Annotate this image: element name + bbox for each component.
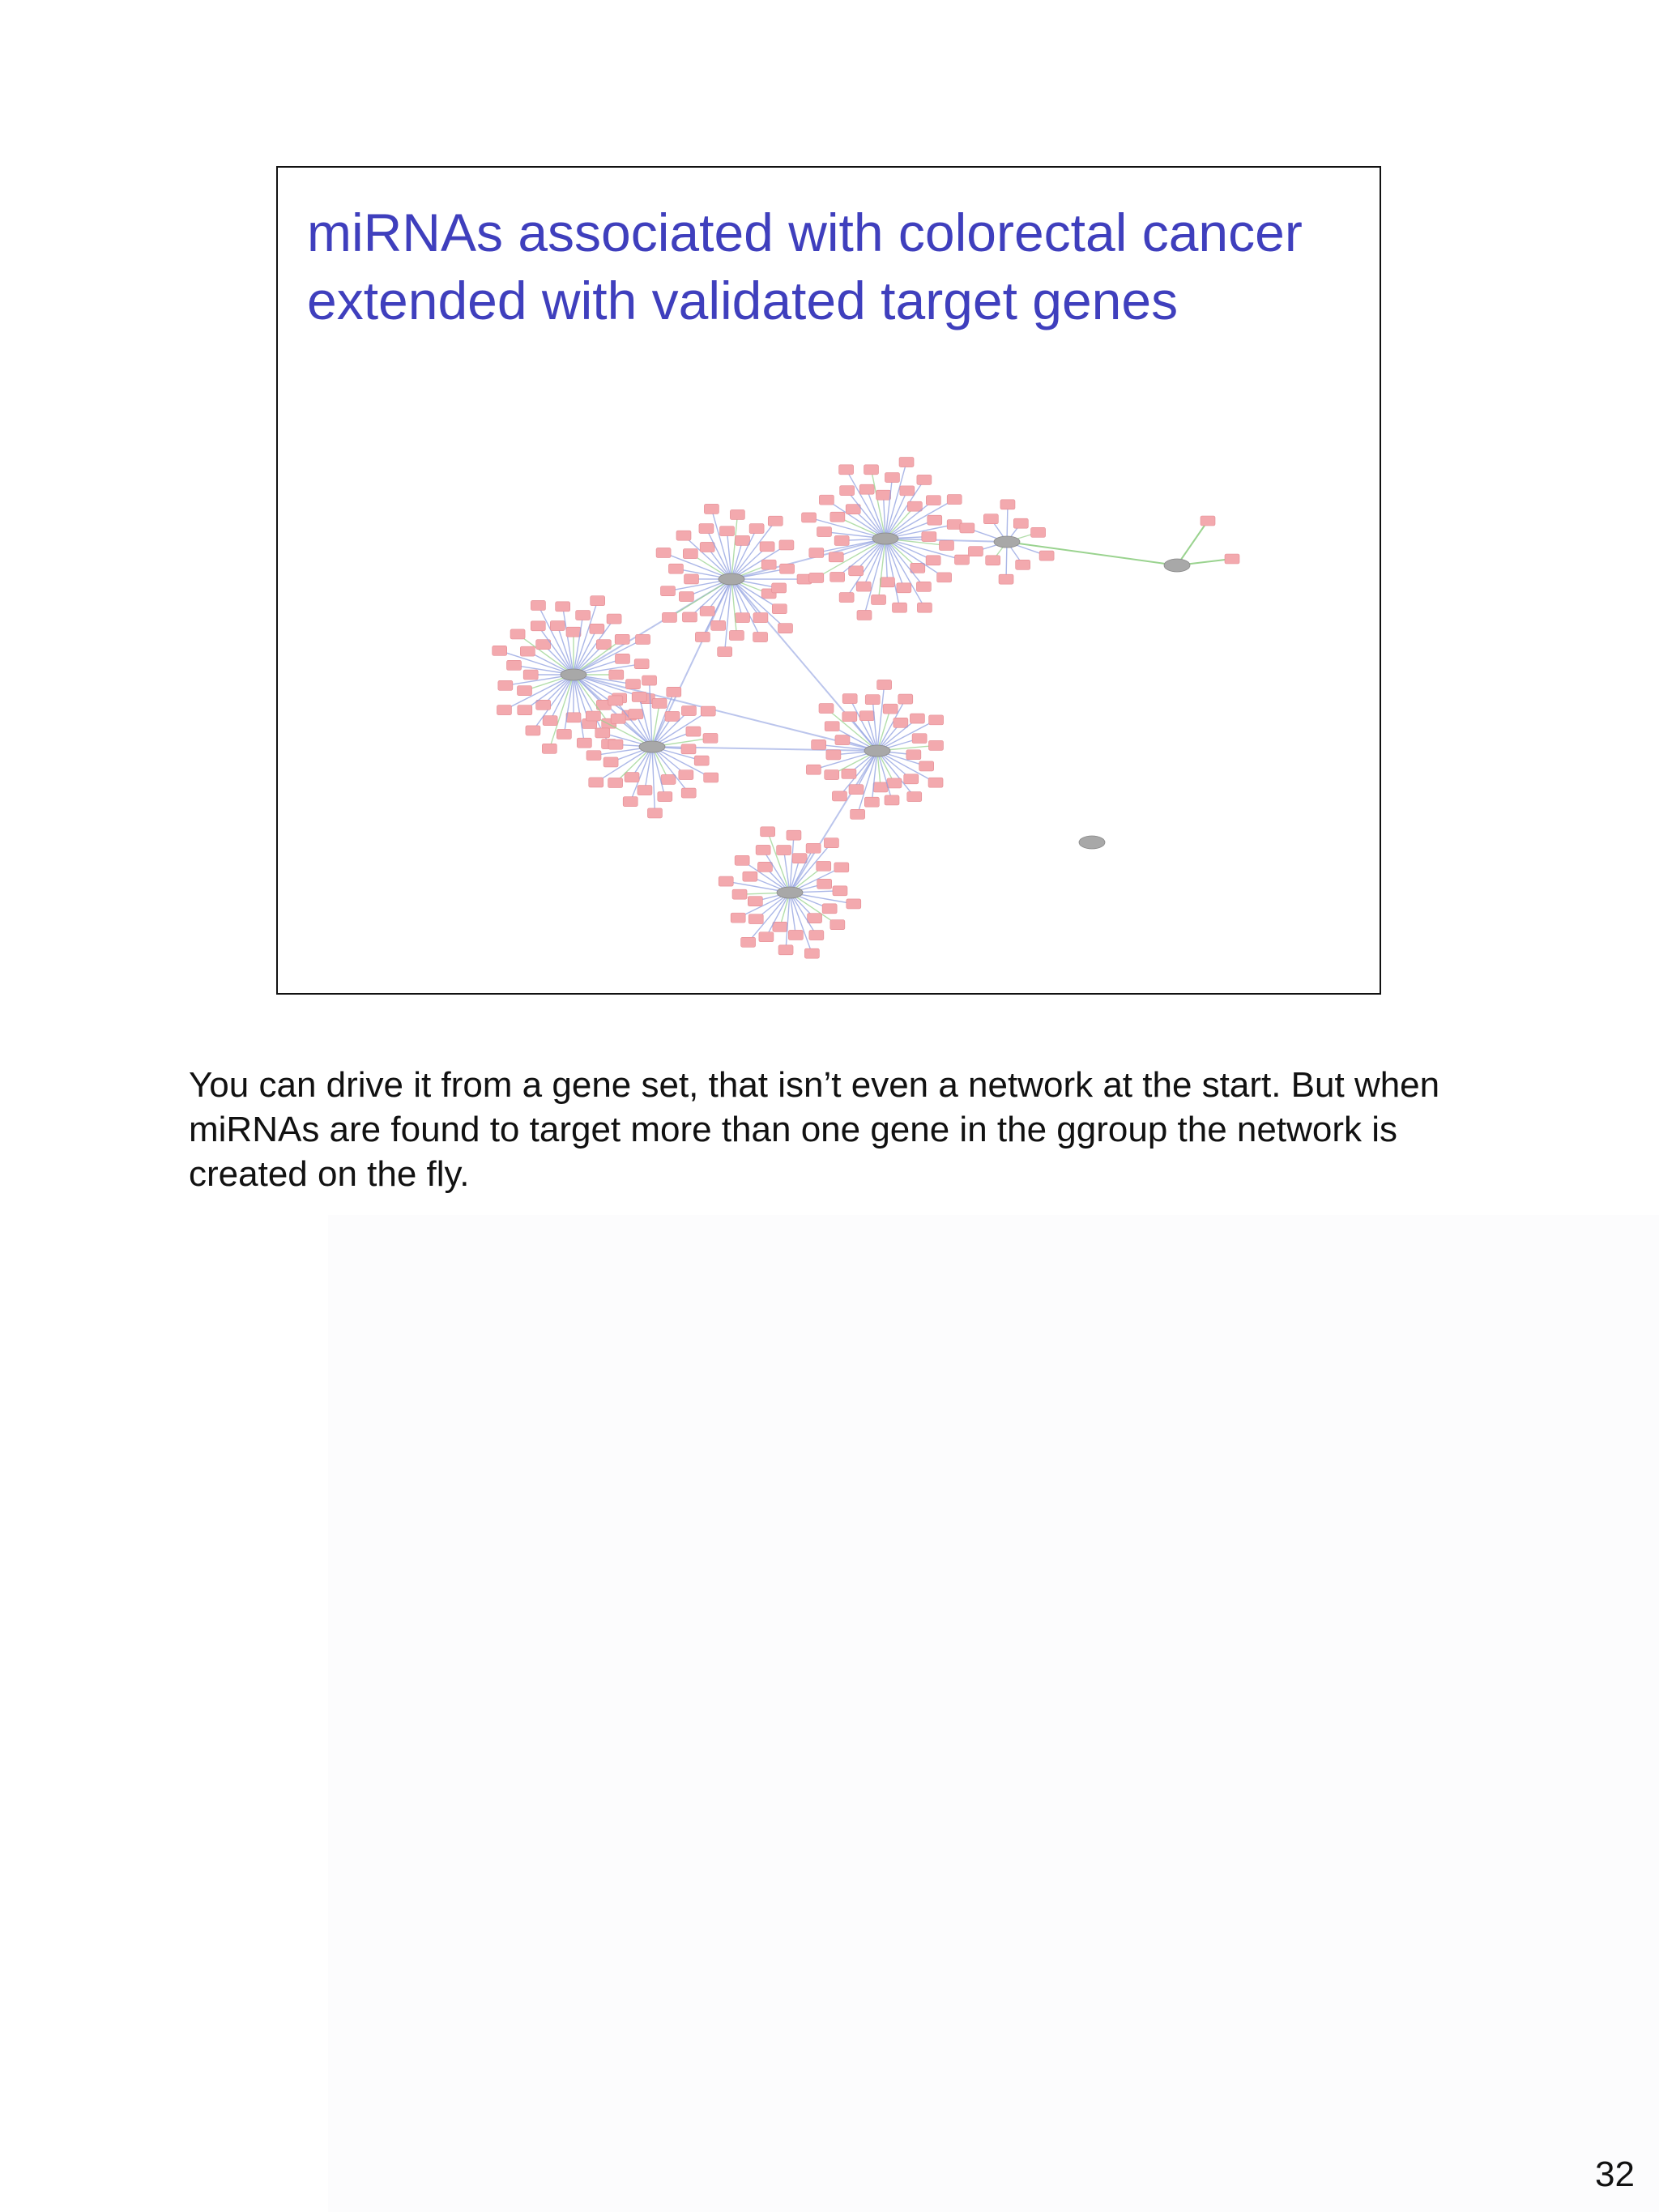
gene-node (830, 920, 845, 930)
gene-node (900, 486, 915, 496)
gene-node (898, 694, 913, 704)
gene-node (735, 855, 749, 865)
gene-node (634, 659, 649, 669)
gene-node (761, 827, 775, 837)
gene-node (658, 792, 672, 802)
gene-node (760, 542, 774, 552)
gene-node (834, 535, 849, 545)
gene-node (632, 692, 646, 701)
gene-node (829, 552, 843, 562)
gene-node (603, 757, 618, 767)
gene-node (493, 646, 507, 655)
gene-node (729, 630, 744, 640)
gene-node (999, 574, 1013, 584)
gene-node (892, 603, 906, 612)
gene-node (885, 473, 899, 483)
gene-node (498, 680, 513, 690)
gene-node (510, 629, 525, 639)
gene-node (681, 788, 696, 798)
gene-node (550, 621, 565, 631)
gene-node (809, 548, 824, 557)
gene-node (928, 515, 942, 525)
gene-node (699, 524, 714, 534)
mirna-node (719, 573, 744, 585)
gene-node (759, 932, 774, 942)
gene-node (904, 774, 919, 784)
gene-node (906, 750, 921, 760)
mirna-node (639, 741, 665, 752)
gene-node (662, 612, 676, 622)
gene-node (928, 740, 943, 750)
gene-node (883, 704, 898, 714)
gene-node (757, 862, 772, 872)
gene-node (778, 945, 793, 955)
gene-node (842, 769, 856, 778)
gene-node (779, 540, 794, 550)
gene-node (825, 770, 839, 780)
gene-node (656, 548, 671, 557)
gene-node (830, 572, 845, 582)
gene-node (859, 711, 874, 721)
hub-link-edge (1007, 542, 1177, 565)
gene-node (929, 715, 944, 725)
gene-node (625, 680, 640, 689)
gene-node (960, 523, 975, 533)
gene-node (667, 687, 681, 697)
gene-node (917, 603, 932, 612)
gene-node (684, 574, 699, 584)
page-number: 32 (1595, 2154, 1635, 2194)
gene-node (703, 733, 718, 743)
gene-node (922, 532, 936, 542)
gene-node (638, 786, 652, 795)
gene-node (947, 495, 962, 505)
mirna-node (864, 745, 890, 757)
gene-node (916, 582, 931, 591)
gene-node (753, 633, 768, 642)
gene-node (748, 914, 763, 924)
gene-node (608, 778, 623, 787)
gene-node (720, 526, 735, 536)
gene-node (679, 770, 693, 780)
gene-node (772, 583, 787, 593)
gene-node (586, 711, 600, 721)
gene-node (907, 792, 922, 802)
gene-node (647, 808, 662, 818)
gene-node (615, 634, 629, 644)
gene-node (897, 583, 911, 593)
gene-node (835, 735, 850, 745)
gene-node (642, 676, 657, 685)
gene-node (518, 686, 532, 696)
gene-node (1013, 518, 1028, 528)
gene-node (609, 670, 624, 680)
gene-node (756, 845, 770, 855)
mirna-node (1079, 836, 1105, 849)
gene-node (730, 509, 744, 519)
gene-node (1000, 500, 1015, 509)
gene-node (1031, 527, 1046, 537)
gene-node (608, 739, 623, 749)
gene-node (983, 514, 998, 524)
mirna-node (777, 887, 803, 898)
gene-node (701, 706, 715, 716)
gene-node (543, 716, 557, 726)
gene-node (911, 563, 925, 573)
gene-node (623, 797, 638, 807)
gene-node (817, 527, 832, 537)
gene-node (636, 634, 650, 644)
gene-node (842, 694, 857, 704)
gene-node (741, 937, 756, 947)
gene-node (849, 566, 864, 576)
gene-node (681, 744, 696, 754)
gene-node (768, 516, 783, 526)
hub-link-edge (731, 579, 877, 751)
gene-node (681, 706, 696, 716)
gene-node (661, 774, 676, 784)
gene-node (926, 496, 940, 505)
gene-node (1016, 560, 1030, 569)
gene-node (873, 782, 888, 792)
gene-node (590, 624, 604, 633)
gene-node (947, 520, 962, 530)
gene-node (542, 744, 557, 753)
gene-node (857, 610, 872, 620)
gene-node (954, 555, 969, 565)
gene-node (773, 922, 787, 931)
gene-node (806, 843, 821, 853)
gene-node (812, 739, 826, 749)
gene-node (497, 705, 511, 715)
gene-node (830, 512, 845, 522)
gene-node (899, 458, 914, 467)
gene-node (629, 710, 643, 719)
gene-node (817, 861, 831, 871)
gene-node (939, 540, 953, 550)
gene-node (849, 785, 864, 795)
gene-node (937, 573, 952, 582)
gene-node (833, 886, 847, 896)
gene-node (809, 573, 824, 582)
gene-node (887, 778, 902, 788)
gene-node (876, 490, 891, 500)
gene-node (625, 773, 639, 782)
gene-node (615, 654, 629, 663)
gene-node (787, 830, 801, 840)
gene-node (660, 586, 675, 596)
gene-node (577, 738, 591, 748)
gene-node (586, 751, 601, 761)
gene-node (719, 876, 733, 886)
gene-node (919, 761, 934, 771)
gene-node (711, 620, 726, 630)
gene-node (808, 914, 822, 923)
gene-node (736, 613, 750, 623)
gene-node (824, 838, 838, 848)
gene-node (788, 930, 803, 940)
gene-node (809, 931, 824, 940)
page-background-tint (328, 1215, 1659, 2212)
gene-node (682, 612, 697, 622)
target-edge (790, 893, 795, 935)
gene-node (856, 582, 871, 591)
gene-node (885, 795, 899, 805)
gene-node (668, 564, 683, 573)
slide-thumbnail (276, 166, 1381, 995)
gene-node (611, 714, 625, 723)
gene-node (825, 722, 839, 731)
gene-node (864, 465, 879, 475)
speaker-notes: You can drive it from a gene set, that isn’t even a network at the start. But when miRNAs are found to target more than one gene in the ggroup the network is created on the fly. (189, 1065, 1440, 1194)
gene-node (872, 595, 886, 604)
gene-node (1201, 516, 1215, 526)
gene-node (518, 705, 532, 715)
gene-node (566, 627, 581, 637)
gene-node (753, 613, 768, 623)
gene-node (507, 660, 522, 670)
gene-node (556, 602, 570, 612)
gene-node (596, 640, 611, 650)
gene-node (968, 547, 983, 556)
gene-node (683, 549, 697, 559)
gene-node (607, 614, 621, 624)
gene-node (700, 542, 714, 552)
gene-node (880, 578, 894, 587)
target-edge (784, 850, 790, 893)
gene-node (1225, 554, 1239, 564)
gene-node (608, 696, 623, 705)
mirna-node (872, 533, 898, 544)
gene-node (566, 713, 581, 722)
gene-node (704, 504, 719, 514)
gene-node (864, 797, 879, 807)
gene-node (1039, 551, 1054, 560)
gene-node (589, 778, 603, 787)
gene-node (893, 718, 908, 727)
gene-node (732, 889, 747, 899)
gene-node (576, 611, 591, 620)
gene-node (912, 734, 927, 744)
gene-node (907, 501, 922, 511)
gene-node (826, 750, 841, 760)
gene-node (777, 846, 791, 855)
slide-title: miRNAs associated with colorectal cancer extended with validated target genes (307, 202, 1303, 330)
gene-node (986, 556, 1000, 565)
gene-node (822, 904, 837, 914)
gene-node (526, 726, 540, 735)
gene-node (819, 704, 834, 714)
gene-node (523, 670, 538, 680)
gene-node (847, 899, 861, 909)
gene-node (736, 535, 750, 545)
gene-node (652, 698, 667, 708)
gene-node (531, 600, 545, 610)
gene-node (520, 646, 535, 656)
gene-node (778, 624, 792, 633)
gene-node (780, 564, 795, 573)
gene-node (806, 765, 821, 774)
gene-node (536, 700, 551, 710)
gene-node (731, 913, 745, 923)
gene-node (865, 695, 880, 705)
gene-node (910, 714, 924, 723)
gene-node (817, 879, 832, 889)
gene-node (851, 809, 865, 819)
mirna-node (1164, 559, 1190, 572)
gene-node (926, 556, 940, 565)
gene-node (557, 729, 571, 739)
mirna-node (994, 536, 1020, 548)
mirna-node (561, 669, 586, 680)
gene-node (859, 484, 874, 494)
gene-node (700, 606, 714, 616)
gene-node (676, 531, 691, 540)
gene-node (832, 791, 847, 801)
gene-node (718, 647, 732, 657)
gene-node (665, 711, 680, 721)
gene-node (704, 773, 719, 782)
gene-node (748, 897, 762, 906)
gene-node (819, 495, 834, 505)
gene-node (694, 756, 709, 765)
gene-node (679, 592, 693, 602)
gene-node (839, 465, 854, 475)
gene-node (591, 596, 605, 606)
gene-node (695, 632, 710, 641)
gene-node (842, 712, 857, 722)
gene-node (877, 680, 892, 689)
gene-node (802, 513, 817, 522)
gene-node (792, 854, 807, 863)
gene-node (804, 948, 819, 958)
gene-node (686, 727, 701, 736)
gene-node (839, 593, 854, 603)
gene-node (595, 728, 610, 738)
gene-node (917, 475, 932, 484)
gene-node (743, 872, 757, 881)
gene-node (846, 505, 860, 514)
gene-node (834, 863, 849, 872)
gene-node (531, 621, 545, 631)
hub-link-edge (1177, 521, 1208, 565)
gene-node (840, 486, 855, 496)
gene-node (749, 524, 764, 534)
gene-node (928, 778, 943, 787)
gene-node (761, 560, 776, 569)
gene-node (772, 604, 787, 614)
